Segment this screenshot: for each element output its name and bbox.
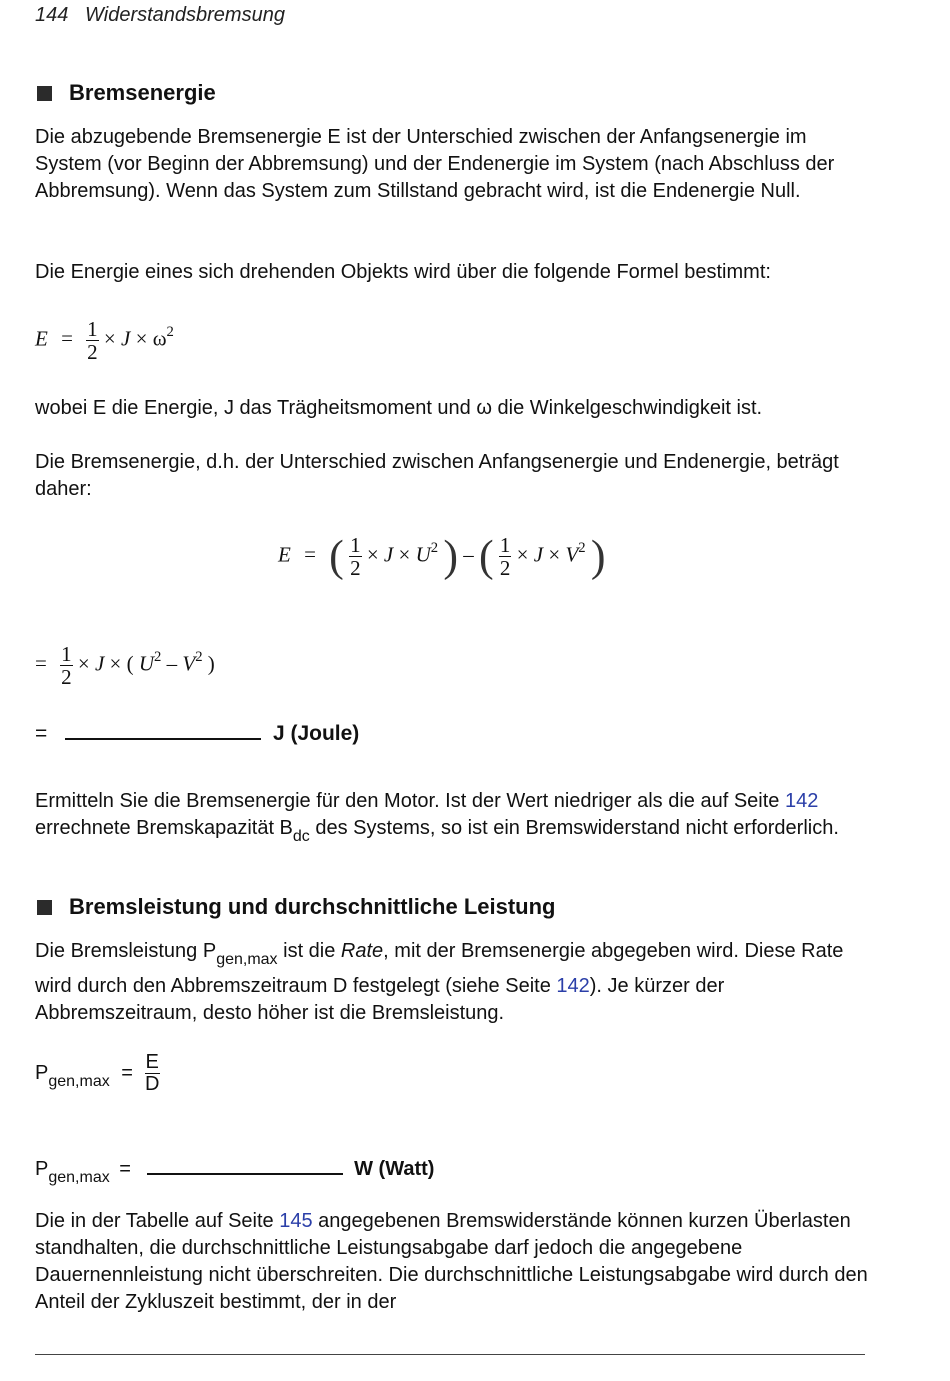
formula-operator: = — [61, 326, 73, 351]
page-number: 144 — [35, 4, 69, 26]
paragraph-text: Die Bremsenergie, d.h. der Unterschied zwischen Anfangsenergie und Endenergie, beträgt daher: — [35, 451, 839, 500]
paragraph-text: Die Bremsleistung $P_{gen,max}$ ist die Rate, mit der Bremsenergie abgegeben wird. Diese Rate wird durch den Abbremszeitraum D festgelegt (siehe Seite 142). Je kürzer der Abbremszeitraum, desto höher ist die Bremsleistung. — [35, 940, 844, 1025]
section-title: Bremsenergie — [69, 80, 216, 105]
formula-symbol: E — [35, 326, 48, 351]
paragraph-text: Die Energie eines sich drehenden Objekts wird über die folgende Formel bestimmt: — [35, 261, 771, 283]
fraction: $\frac{1}{2}$ — [350, 533, 361, 581]
section-heading-bremsleistung — [37, 894, 556, 920]
energy-formula: E = $\frac{1}{2}$ × $J \times \omega^2$ — [35, 317, 174, 365]
page-link[interactable]: 142 — [556, 975, 590, 998]
energy-result-line: = J (Joule) — [35, 722, 360, 745]
paragraph — [35, 938, 875, 1027]
running-header — [35, 4, 285, 27]
running-title: Widerstandsbremsung — [85, 4, 285, 26]
footer-divider — [35, 1354, 865, 1355]
section-heading-bremsenergie — [37, 80, 216, 106]
simplified-formula: = $\frac{1}{2}$ × J × ( $U^2 - V^2$ ) — [35, 642, 215, 690]
fraction: $\frac{1}{2}$ — [499, 533, 511, 581]
paragraph-text: Ermitteln Sie die Bremsenergie für den Motor. Ist der Wert niedriger als die auf Seite 142 errechnete Bremskapazität $B_{dc}$ des Systems, so ist ein Bremswiderstand nicht erforderlich. — [35, 790, 839, 846]
paragraph — [35, 259, 875, 286]
square-bullet-icon — [37, 86, 52, 101]
paragraph-text: Die in der Tabelle auf Seite 145 angegebenen Bremswiderstände können kurzen Überlasten standhalten, die durchschnittliche Leistungsabgabe darf jedoch die angegebene Dauernennleistung nicht überschreiten. Die durchschnittliche Leistungsabgabe wird durch den Anteil der Zykluszeit bestimmt, der in der — [35, 1210, 868, 1313]
fraction: $\frac{1}{2}$ — [87, 317, 98, 365]
page-link[interactable]: 142 — [784, 790, 819, 812]
square-bullet-icon — [37, 900, 52, 915]
paragraph — [35, 395, 875, 422]
fraction: $\frac{E}{D}$ — [144, 1051, 160, 1095]
braking-energy-formula: E = ( $\frac{1}{2}$ × $J \times U^2$ ) – ( $\frac{1}{2}$ × $J \times V^2$ ) — [278, 531, 606, 581]
page-link[interactable]: 145 — [279, 1210, 313, 1232]
power-formula: $P_{gen,max}$ = $\frac{E}{D}$ — [35, 1051, 160, 1095]
section-title: Bremsleistung und durchschnittliche Leistung — [69, 894, 556, 919]
answer-blank — [147, 1155, 343, 1175]
paragraph — [35, 788, 875, 850]
fraction: $\frac{1}{2}$ — [61, 642, 72, 690]
paragraph-text: Die abzugebende Bremsenergie E ist der Unterschied zwischen der Anfangsenergie im System (vor Beginn der Abbremsung) und der Endenergie im System (nach Abschluss der Abbremsung). Wenn das System zum Stillstand gebracht wird, ist die Endenergie Null. — [35, 126, 835, 202]
power-result-line: $P_{gen,max} = W$ (Watt) — [35, 1155, 434, 1187]
answer-blank — [65, 720, 261, 740]
paragraph — [35, 449, 875, 503]
paragraph-text: wobei E die Energie, J das Trägheitsmoment und ω die Winkelgeschwindigkeit ist. — [35, 397, 763, 419]
paragraph — [35, 124, 875, 205]
paragraph — [35, 1208, 875, 1316]
